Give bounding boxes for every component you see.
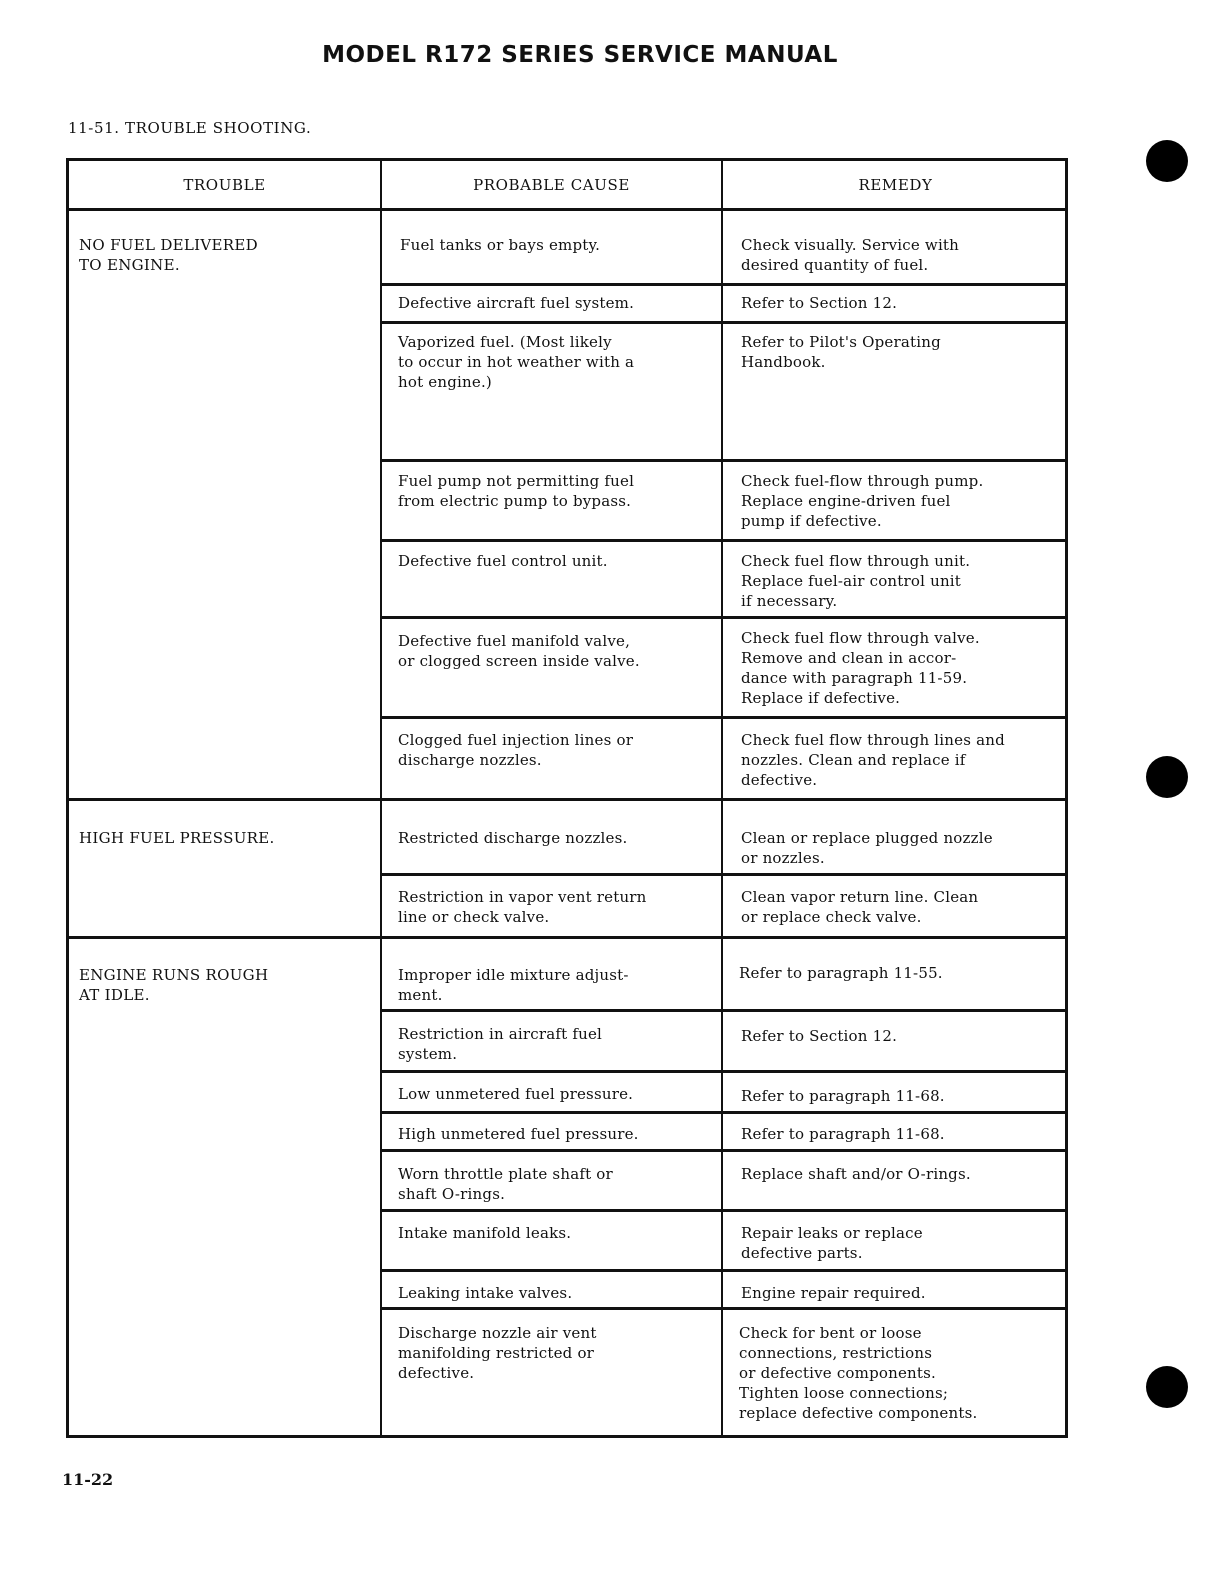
row-divider [382,539,1065,542]
header-divider [69,208,1065,211]
row-divider [380,1070,1065,1073]
group-divider [69,936,1065,939]
remedy-cell: Check fuel-flow through pump. Replace engine-driven fuel pump if defective. [741,472,984,530]
remedy-cell: Repair leaks or replace defective parts. [741,1224,923,1262]
page-number: 11-22 [62,1470,114,1489]
remedy-cell: Refer to Pilot's Operating Handbook. [741,333,941,371]
binder-hole-top [1146,140,1188,182]
binder-hole-middle [1146,756,1188,798]
row-divider [380,1209,1065,1212]
cause-cell: Restriction in aircraft fuel system. [398,1025,603,1063]
cause-cell: Vaporized fuel. (Most likely to occur in hot weather with a hot engine.) [398,333,635,391]
header-remedy: REMEDY [858,176,933,194]
row-divider [382,616,1065,619]
row-divider [380,1149,1065,1152]
cause-cell: Fuel tanks or bays empty. [400,236,601,254]
remedy-cell: Refer to paragraph 11-68. [741,1125,945,1143]
cause-cell: Defective fuel manifold valve, or clogged screen inside valve. [398,632,640,670]
header-probable-cause: PROBABLE CAUSE [473,176,630,194]
row-divider [382,873,1065,876]
trouble-label: HIGH FUEL PRESSURE. [79,829,275,847]
cause-cell: Defective fuel control unit. [398,552,608,570]
remedy-cell: Refer to Section 12. [741,1027,898,1045]
remedy-cell: Check for bent or loose connections, restrictions or defective components. Tighten loose connections; replace defective components. [739,1324,978,1422]
remedy-cell: Check fuel flow through lines and nozzles. Clean and replace if defective. [741,731,1005,789]
trouble-label: ENGINE RUNS ROUGH AT IDLE. [79,966,269,1004]
cause-cell: Low unmetered fuel pressure. [398,1085,634,1103]
binder-hole-bottom [1146,1366,1188,1408]
group-divider [69,798,1065,801]
remedy-cell: Clean vapor return line. Clean or replace check valve. [741,888,979,926]
row-divider [382,459,1065,462]
remedy-cell: Check fuel flow through valve. Remove and clean in accor- dance with paragraph 11-59. Replace if defective. [741,629,980,707]
remedy-cell: Check visually. Service with desired quantity of fuel. [741,236,960,274]
cause-cell: Improper idle mixture adjust- ment. [398,966,629,1004]
row-divider [380,1009,1065,1012]
cause-cell: High unmetered fuel pressure. [398,1125,639,1143]
cause-cell: Fuel pump not permitting fuel from electric pump to bypass. [398,472,635,510]
remedy-cell: Replace shaft and/or O-rings. [741,1165,971,1183]
remedy-cell: Check fuel flow through unit. Replace fuel-air control unit if necessary. [741,552,971,610]
remedy-cell: Clean or replace plugged nozzle or nozzles. [741,829,993,867]
cause-cell: Worn throttle plate shaft or shaft O-rings. [398,1165,613,1203]
cause-cell: Intake manifold leaks. [398,1224,572,1242]
page-title: MODEL R172 SERIES SERVICE MANUAL [322,42,838,68]
cause-cell: Clogged fuel injection lines or discharge nozzles. [398,731,634,769]
row-divider [382,283,1065,286]
row-divider [382,716,1065,719]
trouble-label: NO FUEL DELIVERED TO ENGINE. [79,236,258,274]
row-divider [380,1307,1065,1310]
remedy-cell: Engine repair required. [741,1284,926,1302]
cause-cell: Defective aircraft fuel system. [398,294,635,312]
header-trouble: TROUBLE [183,176,266,194]
remedy-cell: Refer to paragraph 11-55. [739,964,943,982]
remedy-cell: Refer to paragraph 11-68. [741,1087,945,1105]
row-divider [380,1111,1065,1114]
row-divider [382,321,1065,324]
cause-cell: Restriction in vapor vent return line or check valve. [398,888,647,926]
remedy-cell: Refer to Section 12. [741,294,898,312]
row-divider [380,1269,1065,1272]
troubleshooting-table [66,158,1068,1438]
cause-cell: Restricted discharge nozzles. [398,829,628,847]
cause-cell: Discharge nozzle air vent manifolding restricted or defective. [398,1324,597,1382]
section-heading: 11-51. TROUBLE SHOOTING. [68,119,312,137]
cause-cell: Leaking intake valves. [398,1284,573,1302]
